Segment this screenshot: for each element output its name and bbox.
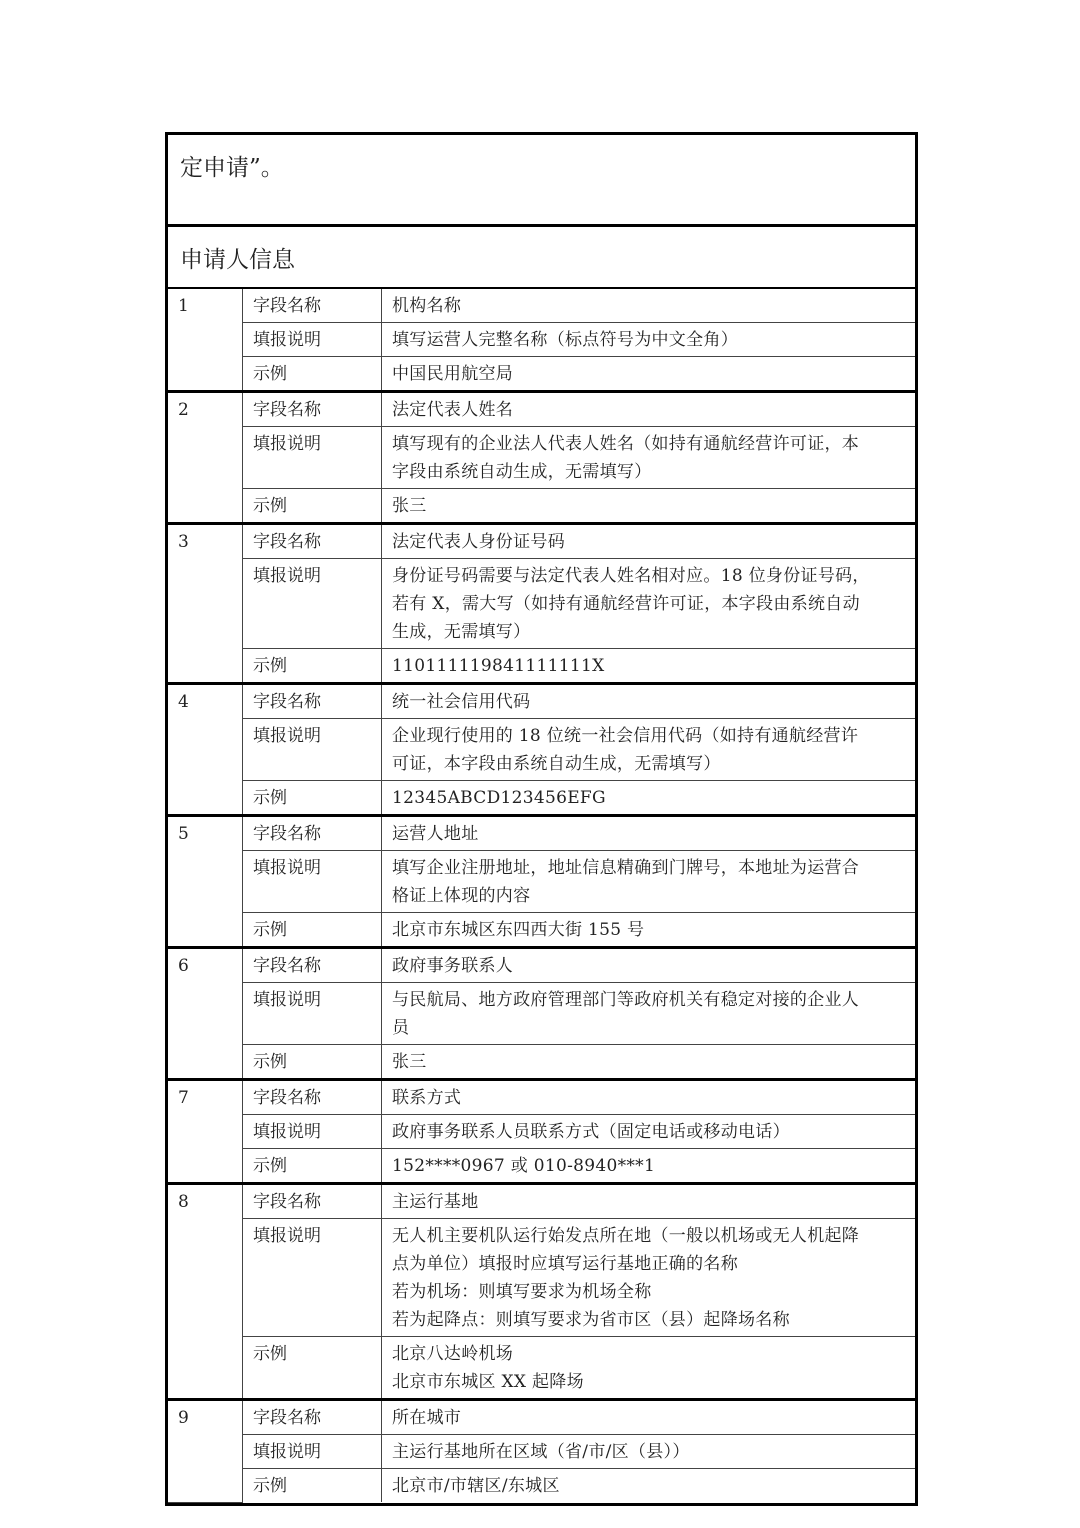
row-number: 8 <box>168 1184 243 1400</box>
field-key: 填报说明 <box>243 323 382 357</box>
field-value <box>382 684 916 719</box>
value-line: 张三 <box>392 496 427 516</box>
field-value <box>382 1435 916 1469</box>
value-line: 无人机主要机队运行始发点所在地（一般以机场或无人机起降 <box>392 1226 860 1246</box>
value-line: 法定代表人姓名 <box>392 400 514 420</box>
field-key: 字段名称 <box>243 289 382 323</box>
value-line: 张三 <box>392 1052 427 1072</box>
table-row <box>168 427 915 489</box>
table-row <box>168 357 915 392</box>
value-line: 运营人地址 <box>392 824 479 844</box>
table-row <box>168 684 915 719</box>
field-value <box>382 1115 916 1149</box>
field-value <box>382 289 916 323</box>
field-value <box>382 913 916 948</box>
table-row <box>168 559 915 649</box>
table-row <box>168 1219 915 1337</box>
value-line: 若有 X，需大写（如持有通航经营许可证，本字段由系统自动 <box>392 594 860 614</box>
field-value <box>382 489 916 524</box>
value-line: 北京市/市辖区/东城区 <box>392 1476 560 1496</box>
table-row <box>168 323 915 357</box>
table-row <box>168 392 915 427</box>
field-key: 示例 <box>243 1045 382 1080</box>
field-key: 示例 <box>243 489 382 524</box>
value-line: 若为机场：则填写要求为机场全称 <box>392 1282 652 1302</box>
table-row <box>168 489 915 524</box>
row-number: 2 <box>168 392 243 524</box>
field-key: 示例 <box>243 357 382 392</box>
table-row <box>168 1115 915 1149</box>
value-line: 填写企业注册地址，地址信息精确到门牌号，本地址为运营合 <box>392 858 860 878</box>
field-value <box>382 1400 916 1435</box>
row-number: 6 <box>168 948 243 1080</box>
table-row <box>168 1045 915 1080</box>
table-row <box>168 1469 915 1503</box>
table-row <box>168 948 915 983</box>
field-value <box>382 357 916 392</box>
field-value <box>382 649 916 684</box>
table-row <box>168 1400 915 1435</box>
value-line: 机构名称 <box>392 296 462 316</box>
field-key: 字段名称 <box>243 1080 382 1115</box>
field-value <box>382 719 916 781</box>
field-key: 填报说明 <box>243 427 382 489</box>
table-row <box>168 289 915 323</box>
value-line: 北京八达岭机场 <box>392 1344 514 1364</box>
field-value <box>382 1337 916 1400</box>
value-line: 格证上体现的内容 <box>392 886 531 906</box>
field-key: 字段名称 <box>243 816 382 851</box>
value-line: 统一社会信用代码 <box>392 692 531 712</box>
field-key: 填报说明 <box>243 1219 382 1337</box>
value-line: 点为单位）填报时应填写运行基地正确的名称 <box>392 1254 738 1274</box>
table-row <box>168 781 915 816</box>
field-value <box>382 983 916 1045</box>
table-row <box>168 983 915 1045</box>
table-row <box>168 649 915 684</box>
table-row <box>168 1337 915 1400</box>
field-value <box>382 1184 916 1219</box>
value-line: 北京市东城区东四西大街 155 号 <box>392 920 645 940</box>
value-line: 填写运营人完整名称（标点符号为中文全角） <box>392 330 738 350</box>
field-value <box>382 1219 916 1337</box>
value-line: 字段由系统自动生成，无需填写） <box>392 462 652 482</box>
field-key: 字段名称 <box>243 684 382 719</box>
table-row <box>168 1149 915 1184</box>
table-row <box>168 1435 915 1469</box>
field-key: 字段名称 <box>243 524 382 559</box>
value-line: 生成，无需填写） <box>392 622 531 642</box>
field-key: 填报说明 <box>243 983 382 1045</box>
table-row <box>168 913 915 948</box>
value-line: 中国民用航空局 <box>392 364 514 384</box>
field-value <box>382 851 916 913</box>
value-line: 110111119841111111X <box>392 656 605 676</box>
field-value <box>382 1469 916 1503</box>
value-line: 政府事务联系人 <box>392 956 514 976</box>
field-value <box>382 559 916 649</box>
value-line: 联系方式 <box>392 1088 462 1108</box>
table-row <box>168 524 915 559</box>
value-line: 员 <box>392 1018 410 1038</box>
field-key: 字段名称 <box>243 1400 382 1435</box>
value-line: 法定代表人身份证号码 <box>392 532 565 552</box>
value-line: 政府事务联系人员联系方式（固定电话或移动电话） <box>392 1122 790 1142</box>
field-key: 示例 <box>243 1337 382 1400</box>
field-value <box>382 524 916 559</box>
field-value <box>382 781 916 816</box>
field-key: 示例 <box>243 649 382 684</box>
row-number: 5 <box>168 816 243 948</box>
section-title: 申请人信息 <box>168 227 915 289</box>
field-key: 示例 <box>243 1469 382 1503</box>
row-number: 9 <box>168 1400 243 1503</box>
value-line: 北京市东城区 XX 起降场 <box>392 1372 584 1392</box>
field-key: 字段名称 <box>243 948 382 983</box>
value-line: 所在城市 <box>392 1408 462 1428</box>
table-row <box>168 816 915 851</box>
field-key: 填报说明 <box>243 559 382 649</box>
row-number: 4 <box>168 684 243 816</box>
row-number: 3 <box>168 524 243 684</box>
field-value <box>382 427 916 489</box>
field-key: 示例 <box>243 1149 382 1184</box>
value-line: 主运行基地 <box>392 1192 479 1212</box>
value-line: 填写现有的企业法人代表人姓名（如持有通航经营许可证，本 <box>392 434 860 454</box>
value-line: 可证，本字段由系统自动生成，无需填写） <box>392 754 721 774</box>
field-value <box>382 816 916 851</box>
field-value <box>382 1045 916 1080</box>
row-number: 1 <box>168 289 243 392</box>
field-key: 填报说明 <box>243 719 382 781</box>
value-line: 身份证号码需要与法定代表人姓名相对应。18 位身份证号码， <box>392 566 870 586</box>
field-value <box>382 1149 916 1184</box>
field-key: 填报说明 <box>243 1115 382 1149</box>
field-key: 示例 <box>243 781 382 816</box>
field-key: 字段名称 <box>243 392 382 427</box>
value-line: 企业现行使用的 18 位统一社会信用代码（如持有通航经营许 <box>392 726 859 746</box>
field-key: 字段名称 <box>243 1184 382 1219</box>
field-value <box>382 392 916 427</box>
form-table <box>165 132 918 1506</box>
value-line: 152****0967 或 010-8940***1 <box>392 1156 656 1176</box>
continuation-text: 定申请”。 <box>168 135 915 227</box>
field-key: 填报说明 <box>243 851 382 913</box>
field-value <box>382 948 916 983</box>
field-table <box>168 289 915 1503</box>
value-line: 主运行基地所在区域（省/市/区（县）） <box>392 1442 690 1462</box>
table-row <box>168 1080 915 1115</box>
field-value <box>382 1080 916 1115</box>
table-row <box>168 851 915 913</box>
value-line: 与民航局、地方政府管理部门等政府机关有稳定对接的企业人 <box>392 990 860 1010</box>
field-value <box>382 323 916 357</box>
value-line: 12345ABCD123456EFG <box>392 788 606 808</box>
row-number: 7 <box>168 1080 243 1184</box>
value-line: 若为起降点：则填写要求为省市区（县）起降场名称 <box>392 1310 790 1330</box>
table-row <box>168 1184 915 1219</box>
table-row <box>168 719 915 781</box>
field-key: 示例 <box>243 913 382 948</box>
field-key: 填报说明 <box>243 1435 382 1469</box>
